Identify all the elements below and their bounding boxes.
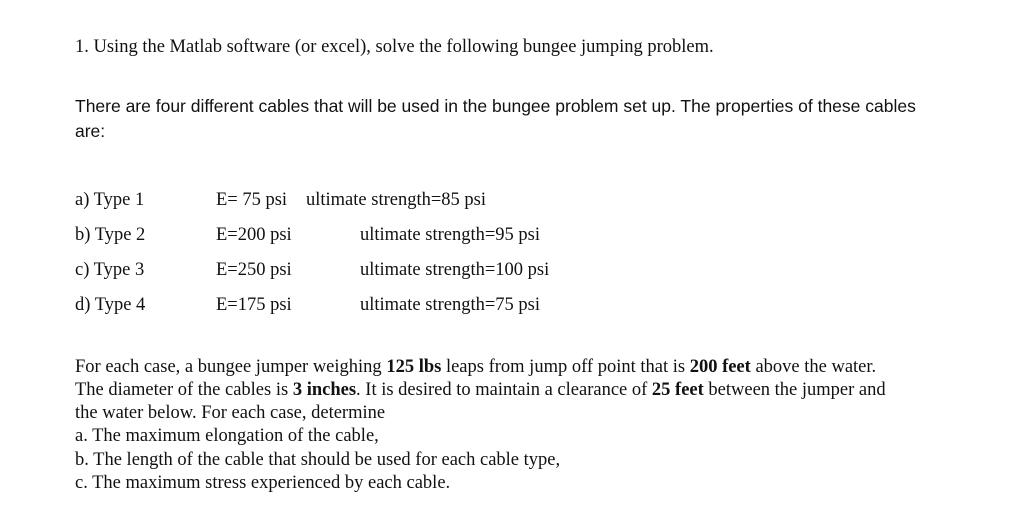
scenario-text: The diameter of the cables is [75, 380, 293, 400]
cable-strength: ultimate strength=85 psi [306, 190, 486, 210]
intro-line-1: There are four different cables that will be used in the bungee problem set up. The properties of these cables [75, 96, 916, 116]
cable-label: b) Type 2 [75, 225, 146, 245]
cable-label: c) Type 3 [75, 260, 145, 280]
cable-strength: ultimate strength=75 psi [360, 295, 540, 315]
task-b: b. The length of the cable that should be used for each cable type, [75, 450, 561, 470]
scenario-line-3: the water below. For each case, determine [75, 403, 386, 423]
cable-diameter: 3 inches [292, 380, 357, 400]
cable-modulus: E=250 psi [216, 260, 292, 280]
scenario-text: between the jumper and [703, 380, 886, 400]
cable-modulus: E= 75 psi [216, 190, 288, 210]
intro-line-2: are: [75, 121, 106, 141]
clearance: 25 feet [651, 380, 704, 400]
scenario-text: For each case, a bungee jumper weighing [75, 357, 387, 377]
jump-height: 200 feet [689, 357, 751, 377]
scenario-line-1 [75, 356, 876, 378]
cable-strength: ultimate strength=95 psi [360, 225, 540, 245]
task-a: a. The maximum elongation of the cable, [75, 426, 379, 446]
cable-label: d) Type 4 [75, 295, 146, 315]
scenario-text: leaps from jump off point that is [441, 357, 690, 377]
cable-strength: ultimate strength=100 psi [360, 260, 550, 280]
jumper-weight: 125 lbs [386, 357, 442, 377]
cable-label: a) Type 1 [75, 190, 145, 210]
scenario-text: above the water. [750, 357, 877, 377]
problem-title: 1. Using the Matlab software (or excel), solve the following bungee jumping problem. [75, 37, 714, 57]
scenario-line-2 [75, 379, 886, 401]
scenario-text: . It is desired to maintain a clearance of [356, 380, 652, 400]
cable-modulus: E=175 psi [216, 295, 292, 315]
task-c: c. The maximum stress experienced by each cable. [75, 473, 451, 493]
cable-modulus: E=200 psi [216, 225, 292, 245]
